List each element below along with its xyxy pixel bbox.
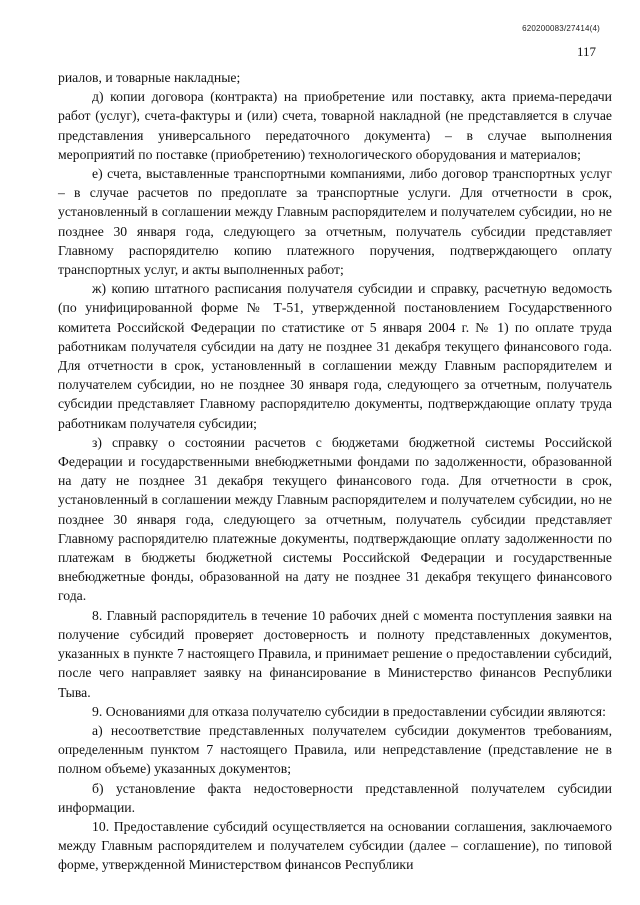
paragraph-zh-staffing: ж) копию штатного расписания получателя субсидии и справку, расчетную ведомость (по унифицированной форме № Т-51, утвержденной постановлением Государственного комитета Российской Федерации по статистике от 5 января 2004 г. № 1) по оплате труда работникам получателя субсидии на дату не позднее 31 декабря текущего финансового года. Для отчетности в срок, установленный в соглашении между Главным распорядителем и получателем субсидии, но не позднее 30 января года, следующего за отчетным, получатель субсидии представляет Главному распорядителю документы, подтверждающие оплату труда работникам получателя субсидии; — [58, 281, 612, 431]
paragraph-e-transport: е) счета, выставленные транспортными компаниями, либо договор транспортных услуг – в случае расчетов по предоплате за транспортные услуги. Для отчетности в срок, установленный в соглашении между Главным распорядителем и получателем субсидии, но не позднее 30 января года, следующего за отчетным, получатель субсидии представляет Главному распорядителю копию платежного поручения, подтверждающего оплату транспортных услуг, и акты выполненных работ; — [58, 166, 612, 278]
paragraph-9-refusal: 9. Основаниями для отказа получателю субсидии в предоставлении субсидии являются: — [92, 703, 606, 719]
paragraph-9a-nonconformity: а) несоответствие представленных получателем субсидии документов требованиям, определенным пунктом 7 настоящего Правила, или непредставление (представление не в полном объеме) указанных документов; — [58, 722, 612, 777]
paragraph-materials-end: риалов, и товарные накладные; — [58, 70, 241, 85]
document-id: 620200083/27414(4) — [522, 24, 600, 33]
paragraph-10-agreement: 10. Предоставление субсидий осуществляется на основании соглашения, заключаемого между Главным распорядителем и получателем субсидии (далее – соглашение), по типовой форме, утвержденной Министерством финансов Республики — [58, 818, 612, 873]
paragraph-z-budget: з) справку о состоянии расчетов с бюджетами бюджетной системы Российской Федерации и государственными внебюджетными фондами по задолженности, образованной на дату не позднее 31 декабря текущего финансового года. Для отчетности в срок, установленный в соглашении между Главным распорядителем и получателем субсидии, но не позднее 30 января года, следующего за отчетным, получатель субсидии представляет Главному распорядителю платежные документы, подтверждающие оплату задолженности по платежам в бюджеты бюджетной системы Российской Федерации и государственные внебюджетные фонды, образованной на дату не позднее 31 декабря текущего финансового года. — [58, 434, 612, 604]
paragraph-9b-inaccuracy: б) установление факта недостоверности представленной получателем субсидии информации. — [58, 780, 612, 815]
paragraph-8-review: 8. Главный распорядитель в течение 10 рабочих дней с момента поступления заявки на получение субсидий проверяет достоверность и полноту представленных документов, указанных в пункте 7 настоящего Правила, и принимает решение о предоставлении субсидий, после чего направляет заявку на финансирование в Министерство финансов Республики Тыва. — [58, 607, 612, 700]
page-number: 117 — [576, 44, 596, 59]
paragraph-d-contracts: д) копии договора (контракта) на приобретение или поставку, акта приема-передачи работ (услуг), счета-фактуры и (или) счета, товарной накладной (не представляется в случае представления универсального передаточного документа) – в случае выполнения мероприятий по поставке (приобретению) технологического оборудования и материалов; — [58, 89, 612, 162]
document-body — [58, 68, 612, 875]
